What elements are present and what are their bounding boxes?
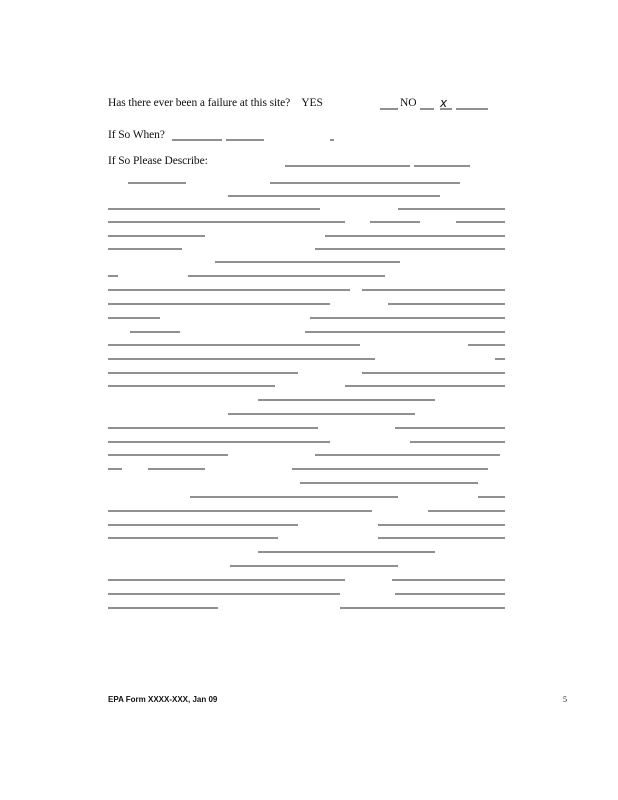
- page-number: 5: [563, 695, 567, 704]
- no-label: NO: [400, 97, 417, 109]
- when-label: If So When?: [108, 129, 165, 141]
- no-checkmark[interactable]: x: [440, 96, 448, 110]
- failure-question-text: Has there ever been a failure at this site?: [108, 97, 291, 109]
- failure-question: [108, 97, 323, 109]
- describe-label: If So Please Describe:: [108, 155, 208, 167]
- no-option: [400, 97, 416, 109]
- form-id: EPA Form XXXX-XXX, Jan 09: [108, 695, 218, 704]
- yes-label: YES: [301, 97, 323, 109]
